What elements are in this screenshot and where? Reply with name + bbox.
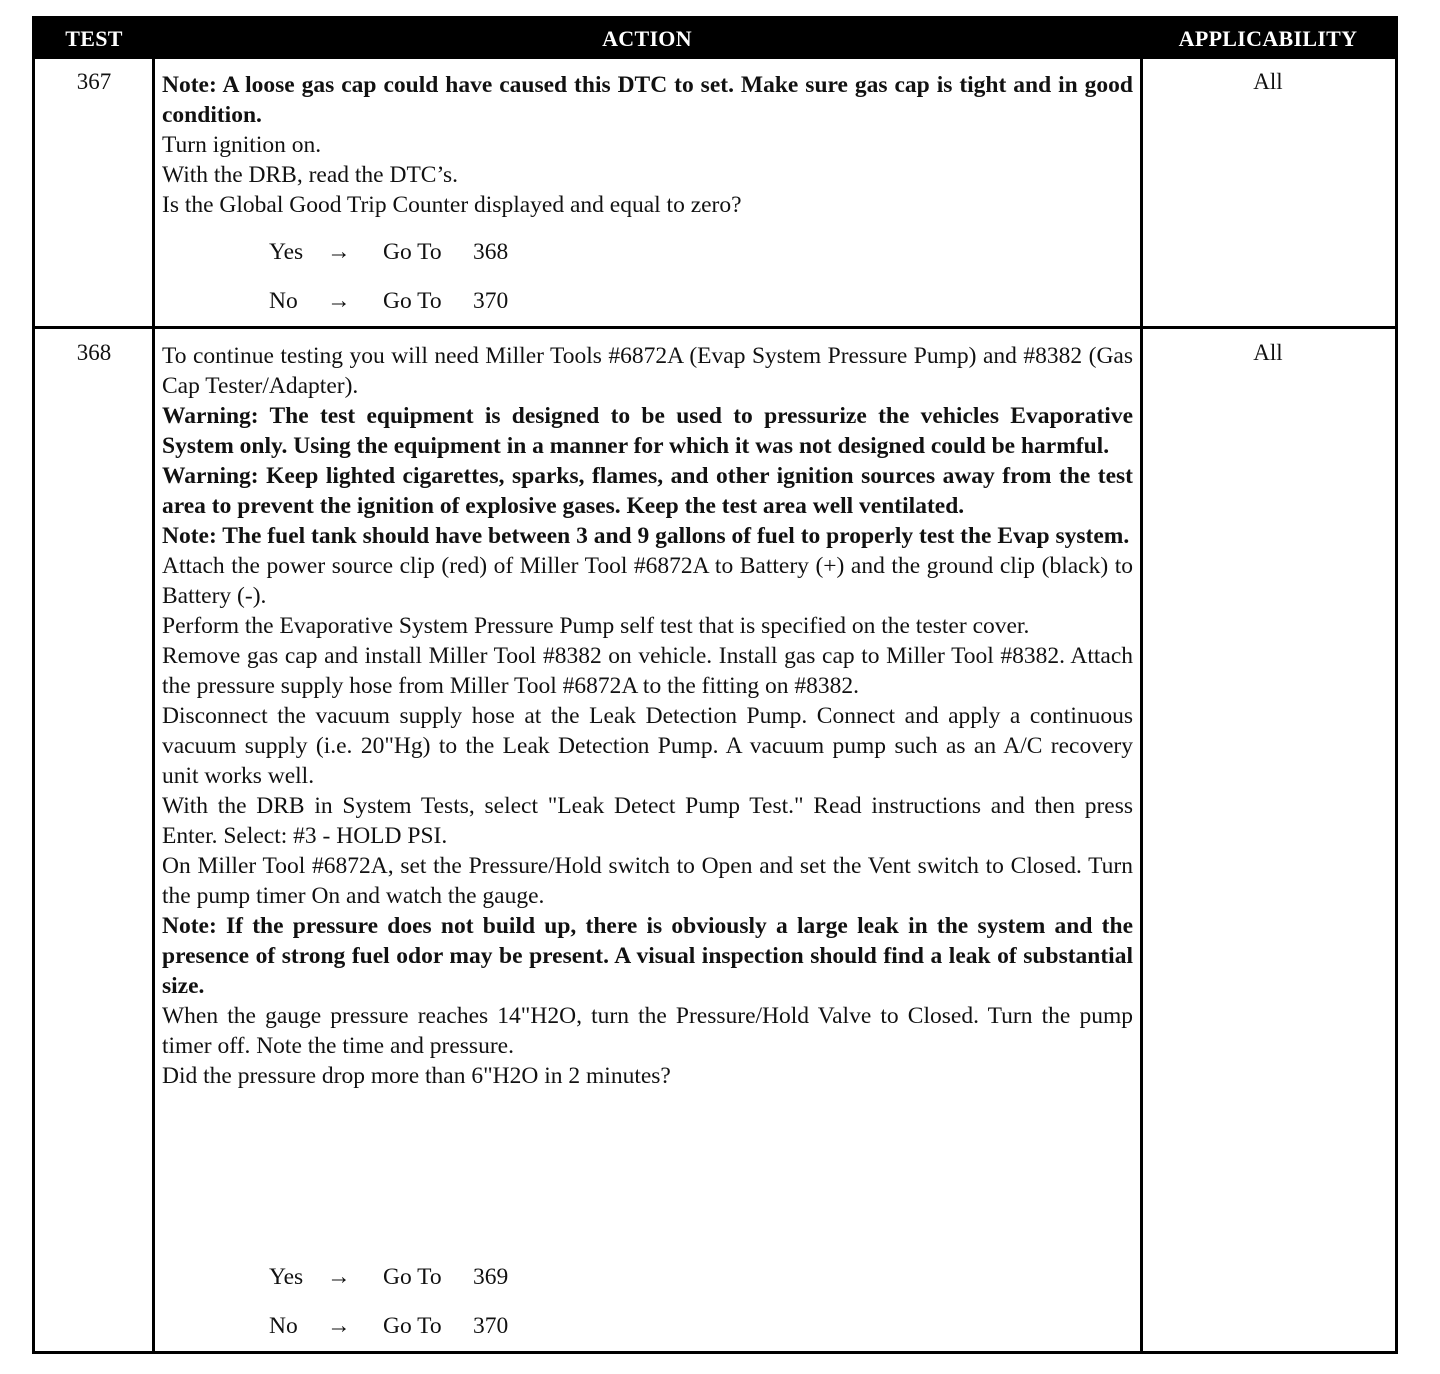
goto-label: Go To xyxy=(383,239,442,265)
action-text xyxy=(162,70,1133,220)
right-arrow-icon: → xyxy=(327,1264,351,1290)
column-divider xyxy=(1140,59,1143,1351)
note-paragraph: Note: If the pressure does not build up, there is obviously a large leak in the system and the presence of strong fuel odor may be present. A visual inspection should find a leak of substantial size. xyxy=(162,913,1133,999)
goto-target: 369 xyxy=(473,1264,509,1290)
warning-paragraph: Warning: The test equipment is designed to be used to pressurize the vehicles Evaporative System only. Using the equipment in a manner for which it was not designed could be harmful. xyxy=(162,403,1133,459)
answer-label: Yes xyxy=(269,1264,304,1290)
note-paragraph: Note: A loose gas cap could have caused this DTC to set. Make sure gas cap is tight and in good condition. xyxy=(162,72,1133,128)
note-paragraph: Note: The fuel tank should have between 3 and 9 gallons of fuel to properly test the Evap system. xyxy=(162,523,1130,549)
right-arrow-icon: → xyxy=(327,288,351,314)
question-line: Is the Global Good Trip Counter displayed and equal to zero? xyxy=(162,192,742,218)
goto-target: 370 xyxy=(473,1313,509,1339)
answer-label: No xyxy=(269,1313,298,1339)
instruction-paragraph: On Miller Tool #6872A, set the Pressure/Hold switch to Open and set the Vent switch to Closed. Turn the pump timer On and watch the gauge. xyxy=(162,853,1133,909)
instruction-paragraph: To continue testing you will need Miller Tools #6872A (Evap System Pressure Pump) and #8382 (Gas Cap Tester/Adapter). xyxy=(162,343,1133,399)
goto-label: Go To xyxy=(383,1313,442,1339)
header-action: ACTION xyxy=(602,26,692,51)
row-divider xyxy=(35,326,1395,329)
instruction-line: With the DRB, read the DTC’s. xyxy=(162,162,459,188)
answer-label: Yes xyxy=(269,239,304,265)
instruction-paragraph: Perform the Evaporative System Pressure Pump self test that is specified on the tester cover. xyxy=(162,613,1030,639)
answer-label: No xyxy=(269,288,298,314)
warning-paragraph: Warning: Keep lighted cigarettes, sparks, flames, and other ignition sources away from the test area to prevent the ignition of explosive gases. Keep the test area well ventilated. xyxy=(162,463,1133,519)
answer-no xyxy=(269,1313,508,1340)
answer-no xyxy=(269,288,508,315)
column-divider xyxy=(152,59,155,1351)
test-number: 367 xyxy=(76,69,112,94)
answer-yes xyxy=(269,1264,508,1291)
header-test: TEST xyxy=(65,26,123,51)
answer-yes xyxy=(269,239,508,266)
right-arrow-icon: → xyxy=(327,239,351,265)
instruction-paragraph: Remove gas cap and install Miller Tool #8382 on vehicle. Install gas cap to Miller Tool #8382. Attach the pressure supply hose from Miller Tool #6872A to the fitting on #8382. xyxy=(162,643,1133,699)
instruction-paragraph: With the DRB in System Tests, select "Leak Detect Pump Test." Read instructions and then press Enter. Select: #3 - HOLD PSI. xyxy=(162,793,1133,849)
goto-label: Go To xyxy=(383,1264,442,1290)
header-applicability: APPLICABILITY xyxy=(1178,26,1358,51)
diagnostic-test-table xyxy=(32,16,1398,1354)
instruction-paragraph: Attach the power source clip (red) of Miller Tool #6872A to Battery (+) and the ground clip (black) to Battery (-). xyxy=(162,553,1133,609)
applicability-value: All xyxy=(1253,340,1283,365)
instruction-paragraph: Disconnect the vacuum supply hose at the Leak Detection Pump. Connect and apply a continuous vacuum supply (i.e. 20"Hg) to the Leak Detection Pump. A vacuum pump such as an A/C recovery unit works well. xyxy=(162,703,1133,789)
instruction-line: Turn ignition on. xyxy=(162,132,322,158)
action-text xyxy=(162,341,1133,1091)
goto-label: Go To xyxy=(383,288,442,314)
right-arrow-icon: → xyxy=(327,1313,351,1339)
table-header xyxy=(35,19,1395,59)
applicability-value: All xyxy=(1253,69,1283,94)
goto-target: 370 xyxy=(473,288,509,314)
instruction-paragraph: When the gauge pressure reaches 14"H2O, turn the Pressure/Hold Valve to Closed. Turn the pump timer off. Note the time and pressure. xyxy=(162,1003,1133,1059)
test-number: 368 xyxy=(76,340,112,365)
question-line: Did the pressure drop more than 6"H2O in 2 minutes? xyxy=(162,1063,671,1089)
goto-target: 368 xyxy=(473,239,509,265)
